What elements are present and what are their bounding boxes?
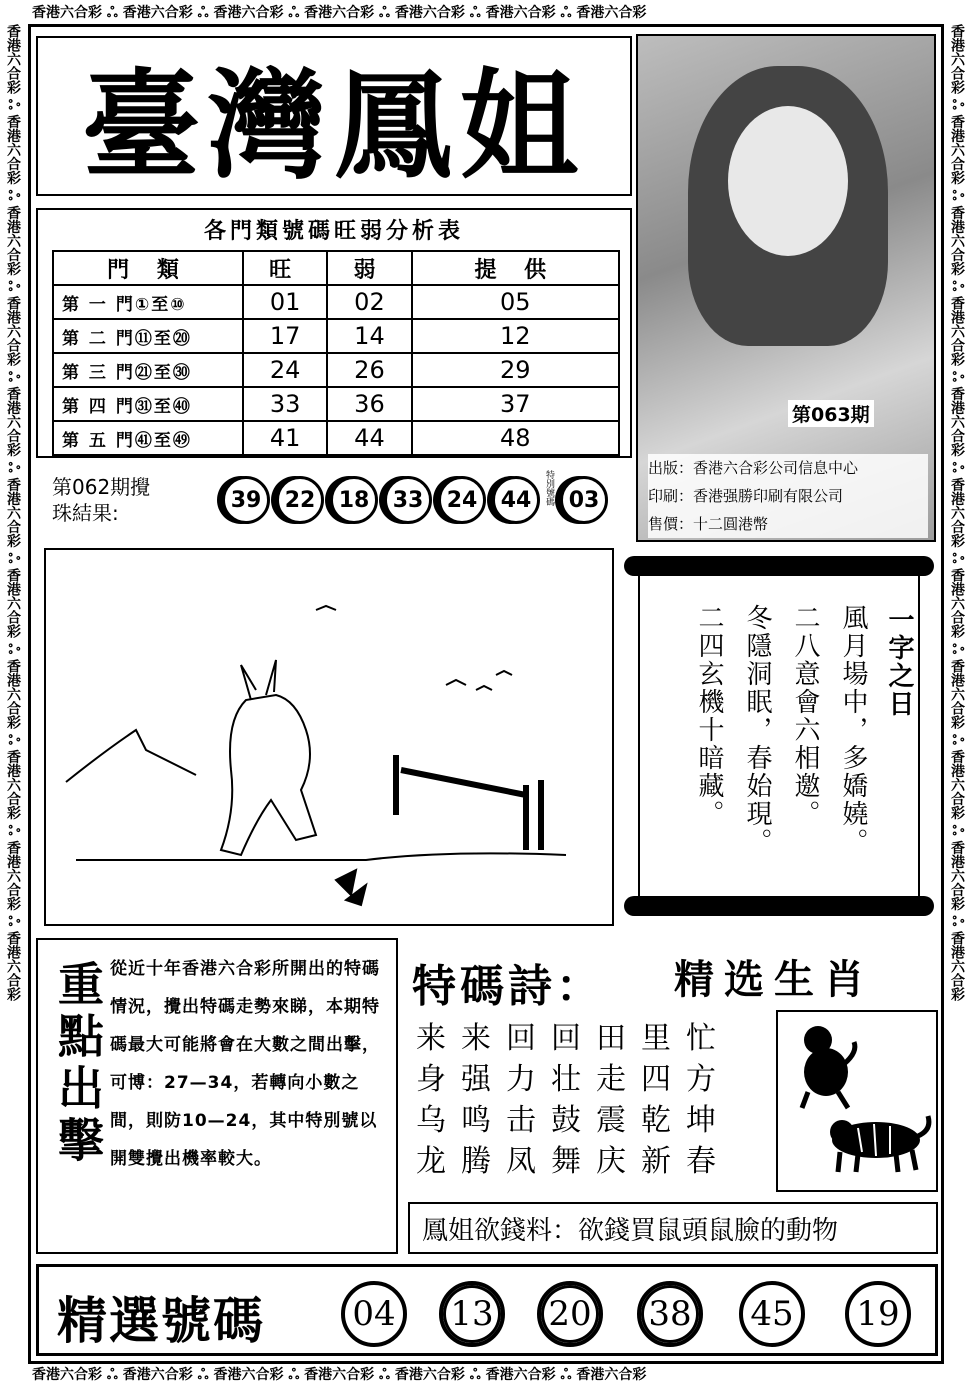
poem-heading: 一字之日 [884, 606, 914, 718]
money-tip: 鳳姐欲錢料：欲錢買鼠頭鼠臉的動物 [408, 1202, 938, 1254]
cell-weak: 14 [327, 319, 411, 353]
row-label: 第 五 門㊶至㊾ [53, 421, 243, 455]
poem2-line: 来来回回田里忙 [416, 1021, 731, 1056]
cell-provide: 12 [412, 319, 619, 353]
cell-provide: 05 [412, 285, 619, 319]
special-number-tag: 特別號碼 [544, 470, 554, 506]
poem-inner [638, 576, 920, 896]
selected-numbers-label: 精選號碼 [57, 1291, 265, 1350]
cell-provide: 29 [412, 353, 619, 387]
pick-ball: 45 [739, 1281, 805, 1347]
table-row [53, 387, 619, 421]
special-number-poem-title: 特碼詩： [412, 961, 604, 1012]
poem2-line: 身强力壮走四方 [416, 1062, 731, 1097]
focus-analysis-box [36, 938, 398, 1254]
analysis-table-title: 各門類號碼旺弱分析表 [203, 219, 464, 244]
border-bottom: 香港六合彩 ஃ 香港六合彩 ஃ 香港六合彩 ஃ 香港六合彩 ஃ 香港六合彩 ஃ 香港六合彩 ஃ 香港六合彩 [32, 1367, 647, 1383]
cell-weak: 02 [327, 285, 411, 319]
focus-text: 從近十年香港六合彩所開出的特碼情況，攪出特碼走勢來睇，本期特碼最大可能將會在大數之間出擊，可博：27—34，若轉向小數之間，則防10—24，其中特別號以開雙攪出機率較大。 [110, 959, 380, 1169]
poem2-line: 乌鸣击鼓震乾坤 [416, 1103, 731, 1138]
pick-ball: 13 [439, 1281, 505, 1347]
cell-weak: 26 [327, 353, 411, 387]
cover-photo [636, 34, 936, 542]
cell-strong: 33 [243, 387, 327, 421]
header-category: 門 類 [53, 251, 243, 285]
printer-line: 印刷：香港强勝印刷有限公司 [648, 487, 844, 505]
pick-ball: 38 [637, 1281, 703, 1347]
row-label: 第 二 門⑪至⑳ [53, 319, 243, 353]
poem-line: 二八意會六相邀。 [790, 604, 820, 828]
selected-numbers-box [36, 1264, 938, 1356]
cell-strong: 17 [243, 319, 327, 353]
special-ball: 03 [560, 476, 608, 524]
cell-strong: 24 [243, 353, 327, 387]
cell-weak: 36 [327, 387, 411, 421]
row-label: 第 三 門㉑至㉚ [53, 353, 243, 387]
draw-result-label-line2: 珠結果: [52, 501, 119, 525]
poem2-line: 龙腾凤舞庆新春 [416, 1144, 731, 1179]
publisher-line: 出版：香港六合彩公司信息中心 [648, 459, 859, 477]
poem-bar-bottom [624, 896, 934, 916]
table-row [53, 285, 619, 319]
animal-drawings [778, 1012, 936, 1190]
table-row [53, 353, 619, 387]
zodiac-title: 精选生肖 [674, 956, 874, 1003]
result-ball: 18 [330, 476, 378, 524]
focus-heading: 重點出擊 [51, 960, 105, 1168]
row-label: 第 四 門㉛至㊵ [53, 387, 243, 421]
rabbit-illustration [44, 548, 614, 926]
result-ball: 39 [222, 476, 270, 524]
riddle-poem-box [624, 556, 934, 916]
tiger-icon [830, 1116, 929, 1172]
zodiac-animals [776, 1010, 938, 1192]
pick-ball: 19 [845, 1281, 911, 1347]
cell-provide: 48 [412, 421, 619, 455]
pick-ball: 04 [341, 1281, 407, 1347]
border-left: 香港六合彩 ஃ 香港六合彩 ஃ 香港六合彩 ஃ 香港六合彩 ஃ 香港六合彩 ஃ 香港六合彩 ஃ 香港六合彩 ஃ 香港六合彩 ஃ 香港六合彩 ஃ 香港六合彩 ஃ 香港六合彩 [5, 24, 21, 1002]
table-row [53, 319, 619, 353]
result-ball: 24 [438, 476, 486, 524]
result-ball: 33 [384, 476, 432, 524]
result-ball: 44 [492, 476, 540, 524]
monkey-icon [802, 1026, 855, 1108]
rabbit-illustration-svg [46, 550, 612, 924]
analysis-table [52, 250, 620, 456]
special-number-poem [416, 1018, 772, 1182]
poem-bar-top [624, 556, 934, 576]
draw-result-label-line1: 第062期攪 [52, 475, 151, 499]
poem-line: 風月場中，多嬌嬈。 [838, 604, 868, 856]
border-right: 香港六合彩 ஃ 香港六合彩 ஃ 香港六合彩 ஃ 香港六合彩 ஃ 香港六合彩 ஃ 香港六合彩 ஃ 香港六合彩 ஃ 香港六合彩 ஃ 香港六合彩 ஃ 香港六合彩 ஃ 香港六合彩 [949, 24, 965, 1002]
draw-result-label [52, 474, 150, 526]
cell-strong: 41 [243, 421, 327, 455]
header-weak: 弱 [327, 251, 411, 285]
analysis-table-box [36, 208, 632, 458]
border-top: 香港六合彩 ஃ 香港六合彩 ஃ 香港六合彩 ஃ 香港六合彩 ஃ 香港六合彩 ஃ 香港六合彩 ஃ 香港六合彩 [32, 5, 647, 21]
table-header-row [53, 251, 619, 285]
cell-provide: 37 [412, 387, 619, 421]
poem-line: 冬隱洞眠，春始現。 [742, 604, 772, 856]
result-ball: 22 [276, 476, 324, 524]
photo-face-shape [728, 106, 848, 256]
poem-line: 二四玄機十暗藏。 [694, 604, 724, 828]
table-row [53, 421, 619, 455]
issue-number: 第063期 [788, 400, 874, 427]
header-provide: 提 供 [412, 251, 619, 285]
pick-ball: 20 [537, 1281, 603, 1347]
publisher-info [648, 454, 928, 538]
header-strong: 旺 [243, 251, 327, 285]
cell-strong: 01 [243, 285, 327, 319]
price-line: 售價：十二圓港幣 [648, 515, 769, 533]
page-title: 臺灣鳳姐 [36, 36, 632, 196]
cell-weak: 44 [327, 421, 411, 455]
row-label: 第 一 門①至⑩ [53, 285, 243, 319]
